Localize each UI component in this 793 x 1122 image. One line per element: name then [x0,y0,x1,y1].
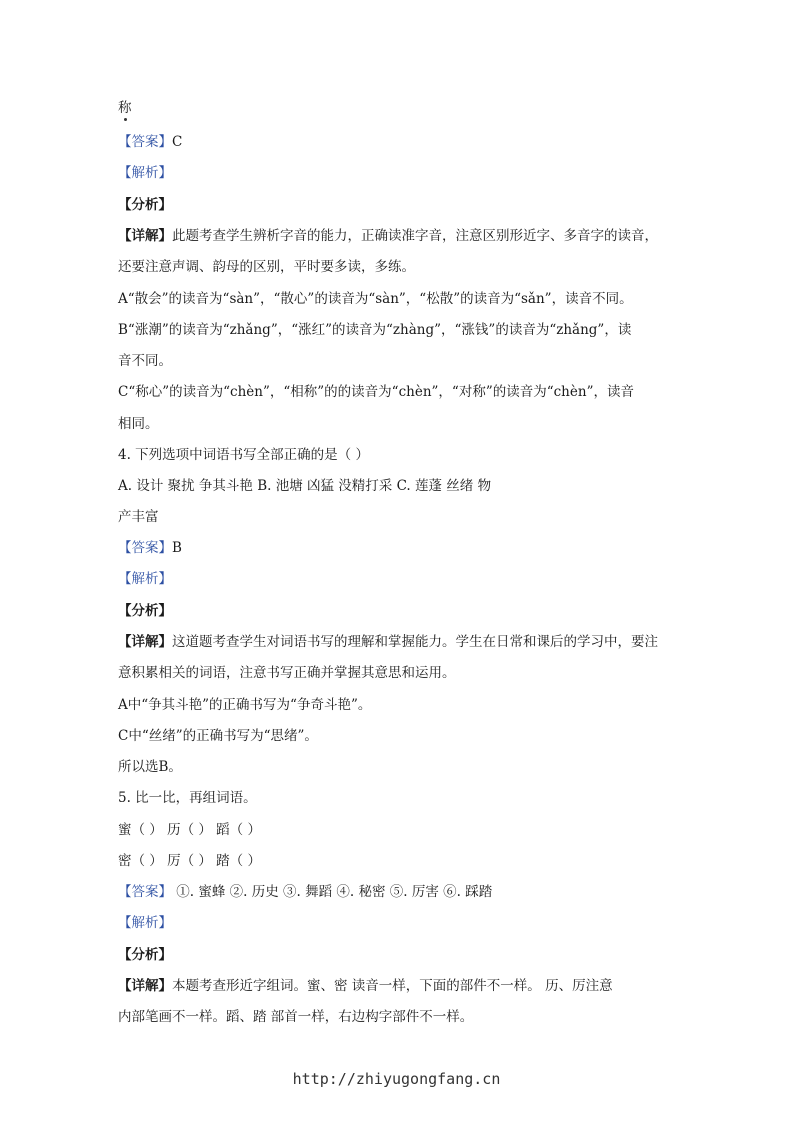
detail-tag: 【详解】 [118,228,172,244]
footer-url: http://zhiyugongfang.cn [292,1070,501,1088]
text-line: C中“丝绪”的正确书写为“思绪”。 [118,728,318,744]
analysis-tag: 【解析】 [118,915,172,931]
analysis-tag: 【解析】 [118,165,172,181]
question-5-row-2: 密（ ） 厉（ ） 踏（ ） [118,853,261,869]
detail-tag: 【详解】 [118,978,172,994]
detail-line: 【详解】此题考查学生辨析字音的能力，正确读准字音，注意区别形近字、多音字的读音， [118,228,658,244]
fenxi-line [118,601,675,621]
detail-line: 【详解】本题考查形近字组词。蜜、密 读音一样，下面的部件不一样。 历、厉注意 [118,978,613,994]
fenxi-tag: 【分析】 [118,947,172,963]
text-line: 音不同。 [118,353,172,369]
detail-tag: 【详解】 [118,634,172,650]
answer-line: 【答案】 ①. 蜜蜂 ②. 历史 ③. 舞蹈 ④. 秘密 ⑤. 厉害 ⑥. 踩踏 [118,884,493,900]
text-line: 内部笔画不一样。蹈、踏 部首一样，右边构字部件不一样。 [118,1009,474,1025]
text-line: 相同。 [118,416,159,432]
analysis-line [118,913,675,933]
text-line: 所以选B。 [118,759,182,775]
text-line: A中“争其斗艳”的正确书写为“争奇斗艳”。 [118,697,372,713]
fenxi-line [118,945,675,965]
question-5-row-1: 蜜（ ） 历（ ） 蹈（ ） [118,822,261,838]
question-5: 5. 比一比，再组词语。 [118,790,257,806]
text-line: C“称心”的读音为“chèn”，“相称”的的读音为“chèn”，“对称”的读音为“chèn”，读音 [118,384,634,400]
analysis-tag: 【解析】 [118,571,172,587]
text-line: B“涨潮”的读音为“zhǎng”，“涨红”的读音为“zhàng”，“涨钱”的读音为“zhǎng”，读 [118,322,632,338]
fenxi-tag: 【分析】 [118,603,172,619]
question-4-options: A. 设计 聚扰 争其斗艳 B. 池塘 凶猛 没精打采 C. 莲蓬 丝绪 物 [118,478,492,494]
answer-tag: 【答案】 [118,134,172,150]
text-line: 还要注意声调、韵母的区别，平时要多读，多练。 [118,259,415,275]
emphasis-dot [124,118,127,121]
question-4: 4. 下列选项中词语书写全部正确的是（ ） [118,447,369,463]
fenxi-tag: 【分析】 [118,197,172,213]
answer-line: 【答案】C [118,134,183,150]
detail-line: 【详解】这道题考查学生对词语书写的理解和掌握能力。学生在日常和课后的学习中，要注 [118,634,658,650]
text-line: 称 [118,100,132,116]
answer-tag: 【答案】 [118,884,172,900]
answer-tag: 【答案】 [118,540,172,556]
text-line: A“散会”的读音为“sàn”，“散心”的读音为“sàn”，“松散”的读音为“sǎn”，读音不同。 [118,291,633,307]
answer-line: 【答案】B [118,540,182,556]
fenxi-line [118,195,675,215]
analysis-line [118,569,675,589]
analysis-line [118,163,675,183]
text-line: 意积累相关的词语，注意书写正确并掌握其意思和运用。 [118,665,456,681]
text-line: 产丰富 [118,509,159,525]
